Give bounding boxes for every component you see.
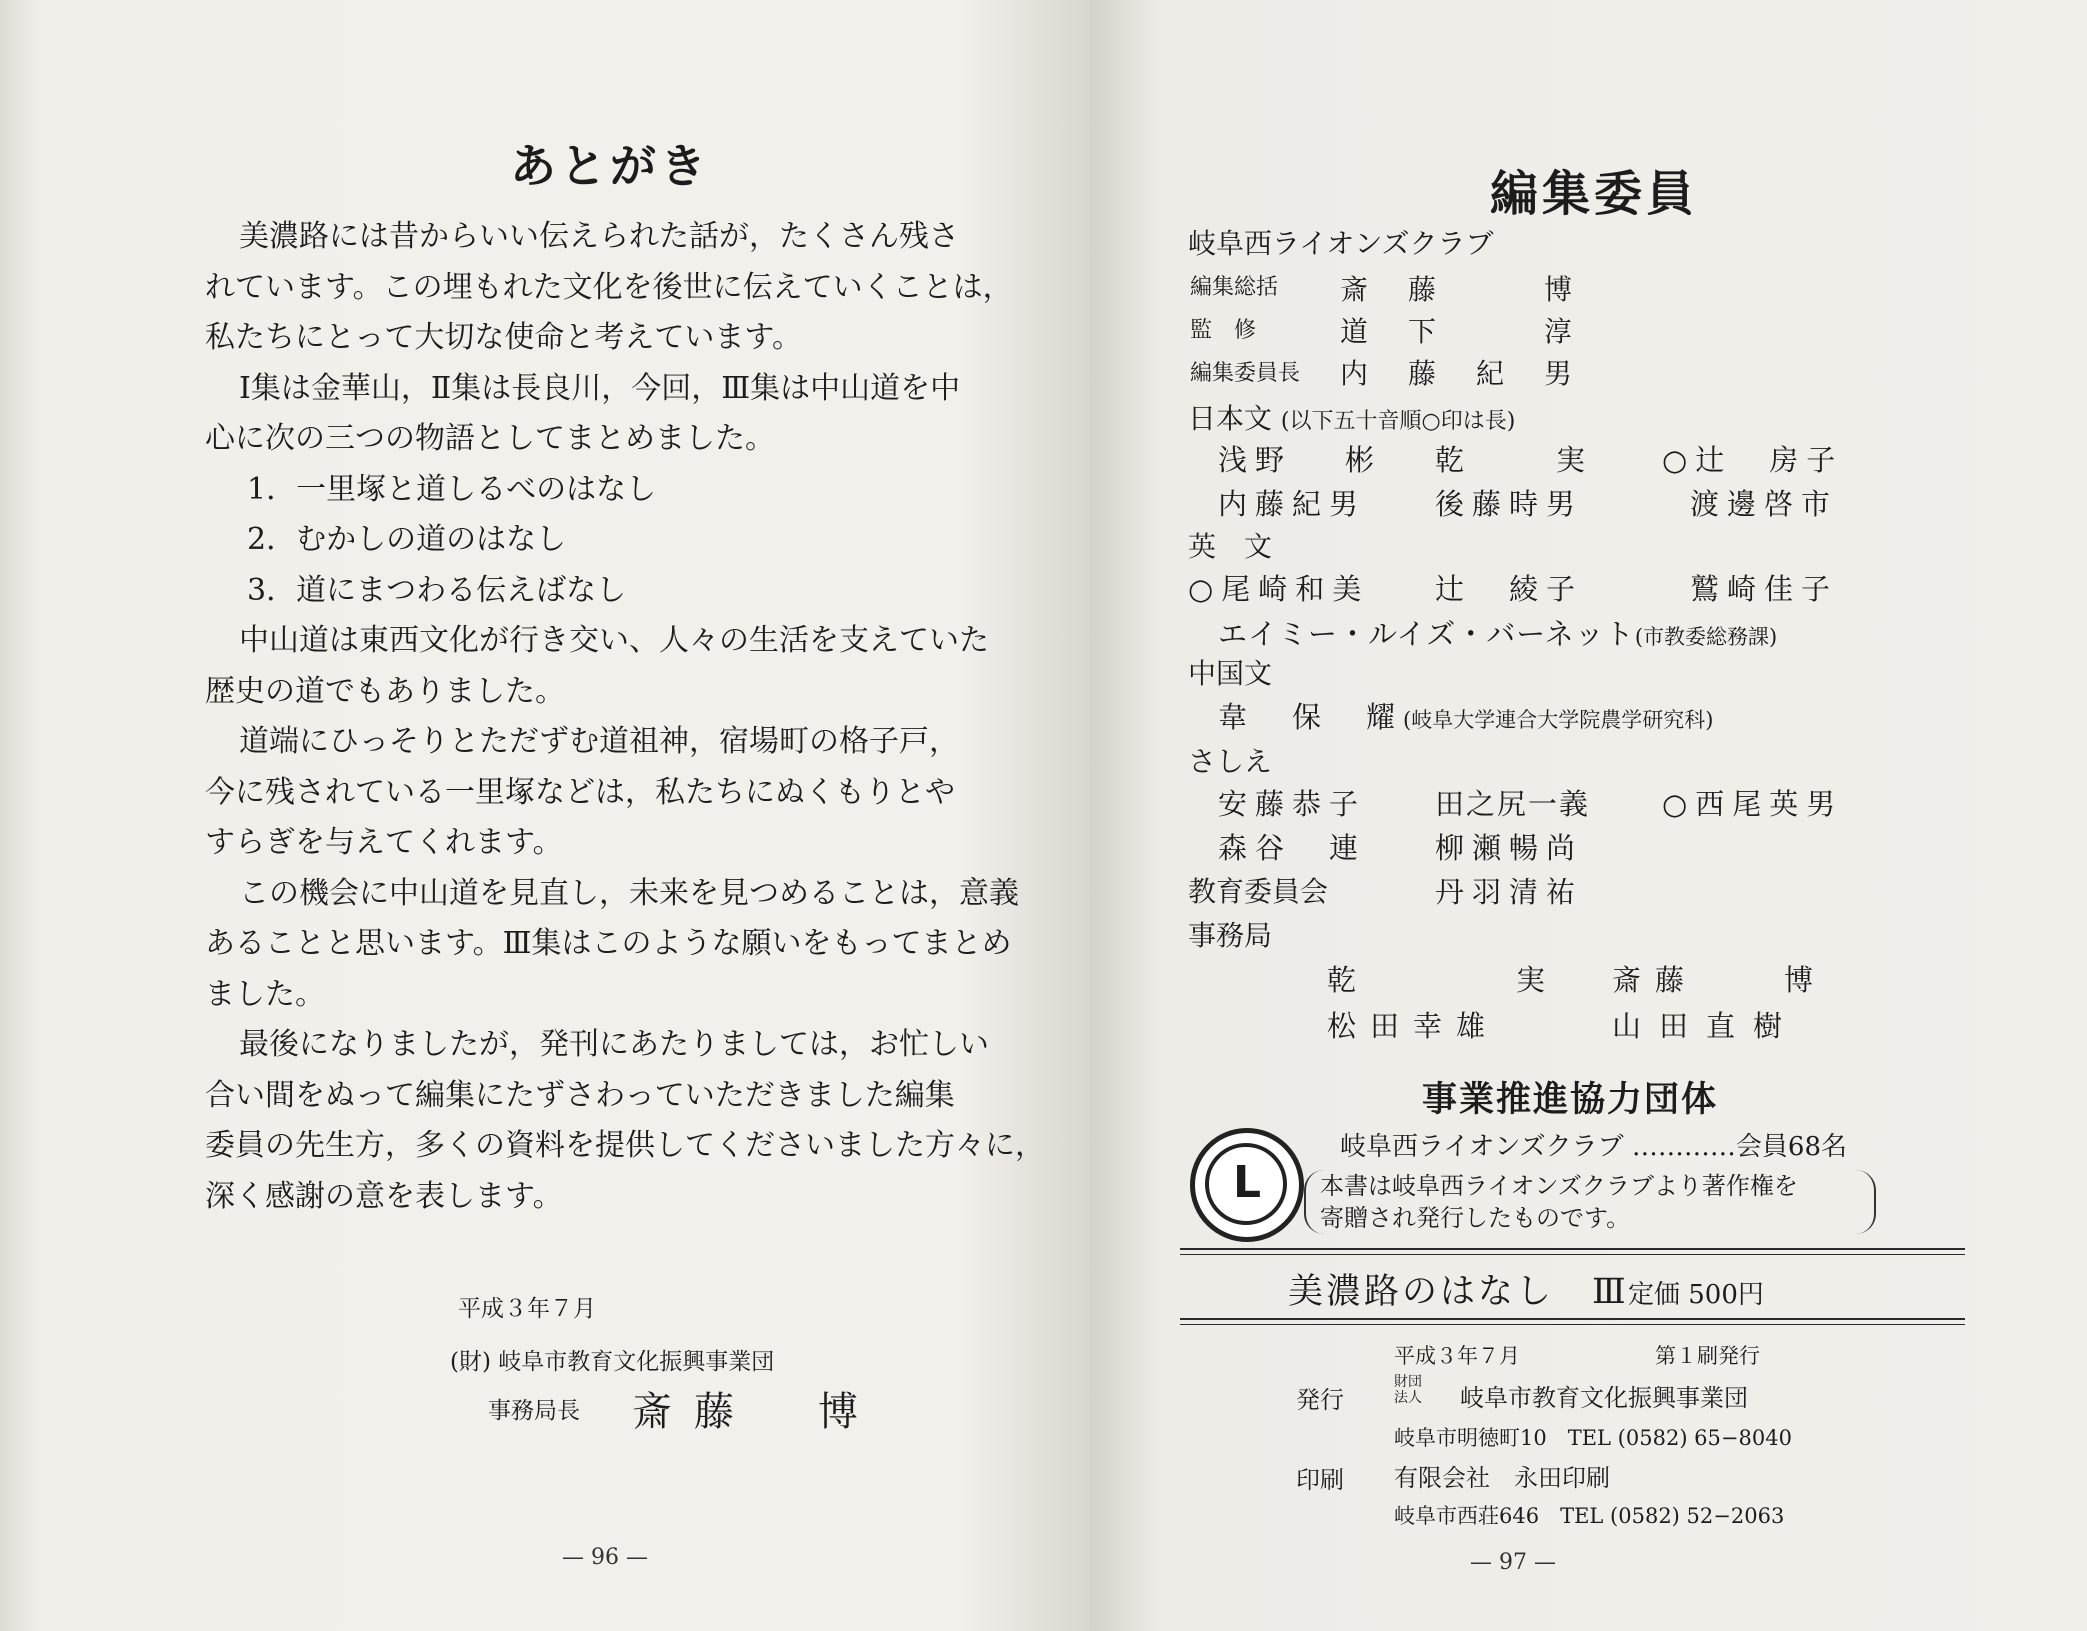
afterword-line: 美濃路には昔からいい伝えられた話が，たくさん残さ (239, 219, 959, 254)
english-extra: エイミー・ルイズ・バーネット (1218, 617, 1635, 651)
staff-name: 内 藤 紀 男 (1340, 357, 1579, 390)
member-name: 斎藤 博 (1612, 963, 1828, 997)
publisher-address: 岐阜市明徳町10 TEL (0582) 65−8040 (1394, 1426, 1792, 1450)
afterword-list-item: 2．むかしの道のはなし (247, 522, 567, 557)
member-name: ○尾崎和美 (1188, 572, 1370, 606)
club-heading: 岐阜西ライオンズクラブ (1188, 227, 1494, 260)
colophon-rule-bottom-inner (1180, 1324, 1965, 1325)
member-name: 内藤紀男 (1218, 487, 1367, 521)
signature-name: 斎藤 博 (632, 1389, 880, 1435)
member-name: 山田直樹 (1612, 1009, 1801, 1043)
afterword-line: 心に次の三つの物語としてまとめました。 (205, 421, 775, 456)
section-label-illustration: さしえ (1188, 745, 1273, 778)
page-number-right: — 97 — (1470, 1550, 1556, 1575)
afterword-line: ました。 (205, 976, 325, 1012)
afterword-line: 最後になりましたが，発刊にあたりましては，お忙しい (239, 1027, 989, 1062)
japanese-note: (以下五十音順○印は長) (1280, 409, 1516, 434)
member-name (1218, 612, 1777, 653)
lions-logo-icon (1190, 1128, 1304, 1242)
afterword-line: すらぎを与えてくれます。 (205, 825, 563, 860)
publisher-prefix (1394, 1374, 1422, 1406)
member-name: 田之尻一義 (1435, 787, 1591, 821)
afterword-line: あることと思います。Ⅲ集はこのような願いをもってまとめ (205, 926, 1012, 961)
copyright-note (1304, 1170, 1876, 1234)
japanese-label: 日本文 (1188, 402, 1273, 435)
colophon-rule-top (1180, 1248, 1965, 1250)
member-name: 森谷 連 (1218, 831, 1367, 865)
afterword-line: 合い間をぬって編集にたずさわっていただきました編集 (205, 1077, 955, 1113)
member-name: 実 (1516, 963, 1554, 997)
staff-name: 斎 藤 博 (1340, 273, 1579, 306)
staff-role: 編集総括 (1190, 275, 1279, 300)
section-label-board: 教育委員会 (1188, 875, 1329, 908)
english-extra-note: (市教委総務課) (1634, 625, 1778, 649)
signature-org: (財) 岐阜市教育文化振興事業団 (450, 1349, 775, 1375)
copyright-note-line: 寄贈され発行したものです。 (1320, 1204, 1631, 1232)
colophon-rule-bottom (1180, 1318, 1965, 1320)
afterword-line: 中山道は東西文化が行き交い、人々の生活を支えていた (239, 623, 989, 658)
member-name: 浅野 (1218, 443, 1293, 477)
member-name: 辻 綾子 (1435, 572, 1584, 606)
pub-edition: 第１刷発行 (1655, 1344, 1760, 1368)
staff-role: 監 修 (1190, 318, 1257, 343)
logo-letter: L (1232, 1157, 1262, 1208)
printer-name: 有限会社 永田印刷 (1394, 1464, 1610, 1492)
member-name (1218, 695, 1713, 736)
afterword-title: あとがき (510, 139, 710, 193)
editors-title: 編集委員 (1490, 166, 1699, 222)
section-label-japanese (1188, 397, 1515, 437)
afterword-body (205, 212, 1045, 1222)
staff-role: 編集委員長 (1190, 361, 1301, 386)
member-name: 実 (1556, 443, 1594, 477)
member-name: 後藤時男 (1435, 487, 1584, 521)
book-title: 美濃路のはなし Ⅲ (1288, 1272, 1629, 1312)
publisher-prefix-line: 法人 (1394, 1390, 1422, 1406)
section-label-office: 事務局 (1188, 919, 1273, 952)
pub-date: 平成３年７月 (1394, 1344, 1520, 1368)
afterword-line: れています。この埋もれた文化を後世に伝えていくことは， (205, 269, 1013, 305)
signature-date: 平成３年７月 (458, 1296, 596, 1322)
printer-label: 印刷 (1296, 1466, 1344, 1494)
member-name: 安藤恭子 (1218, 787, 1367, 821)
publisher-name: 岐阜市教育文化振興事業団 (1460, 1384, 1748, 1412)
afterword-line: Ⅰ集は金華山，Ⅱ集は長良川，今回，Ⅲ集は中山道を中 (239, 370, 961, 406)
promo-club: 岐阜西ライオンズクラブ …………会員68名 (1340, 1132, 1848, 1162)
member-name: 柳瀬暢尚 (1435, 831, 1584, 865)
colophon-rule-top-inner (1180, 1254, 1965, 1255)
member-name: 渡邊啓市 (1690, 487, 1839, 521)
member-name: 丹羽清祐 (1435, 875, 1584, 909)
afterword-line: 道端にひっそりとただずむ道祖神，宿場町の格子戸， (239, 724, 959, 759)
member-name: ○辻 房子 (1662, 443, 1844, 477)
afterword-line: 私たちにとって大切な使命と考えています。 (205, 320, 802, 355)
member-name: 彬 (1345, 443, 1383, 477)
afterword-list-item: 3．道にまつわる伝えばなし (247, 572, 627, 608)
afterword-line: この機会に中山道を見直し，未来を見つめることは，意義 (239, 875, 1019, 911)
book-price: 定価 500円 (1628, 1280, 1764, 1310)
afterword-line: 委員の先生方，多くの資料を提供してくださいました方々に， (205, 1128, 1045, 1163)
member-name: 鷲崎佳子 (1690, 572, 1839, 606)
printer-address: 岐阜市西荘646 TEL (0582) 52−2063 (1394, 1504, 1785, 1528)
signature-role: 事務局長 (488, 1398, 580, 1424)
afterword-line: 深く感謝の意を表します。 (205, 1178, 563, 1214)
promo-title: 事業推進協力団体 (1422, 1079, 1719, 1120)
section-label-chinese: 中国文 (1188, 657, 1273, 690)
page-number-left: — 96 — (562, 1545, 648, 1570)
copyright-note-line: 本書は岐阜西ライオンズクラブより著作権を (1320, 1172, 1798, 1200)
chinese-member: 韋 保 耀 (1218, 700, 1404, 734)
publisher-prefix-line: 財団 (1394, 1374, 1422, 1390)
afterword-list-item: 1．一里塚と道しるべのはなし (247, 471, 657, 507)
member-name: 乾 (1435, 443, 1473, 477)
section-label-english: 英 文 (1188, 530, 1273, 563)
member-name: ○西尾英男 (1662, 787, 1844, 821)
publisher-label: 発行 (1296, 1386, 1344, 1414)
member-name: 松田幸雄 (1327, 1009, 1500, 1043)
staff-name: 道 下 淳 (1340, 315, 1579, 348)
afterword-line: 歴史の道でもありました。 (205, 673, 565, 709)
afterword-line: 今に残されている一里塚などは，私たちにぬくもりとや (205, 774, 955, 810)
member-name: 乾 (1327, 963, 1365, 997)
chinese-note: (岐阜大学連合大学院農学研究科) (1403, 708, 1714, 732)
